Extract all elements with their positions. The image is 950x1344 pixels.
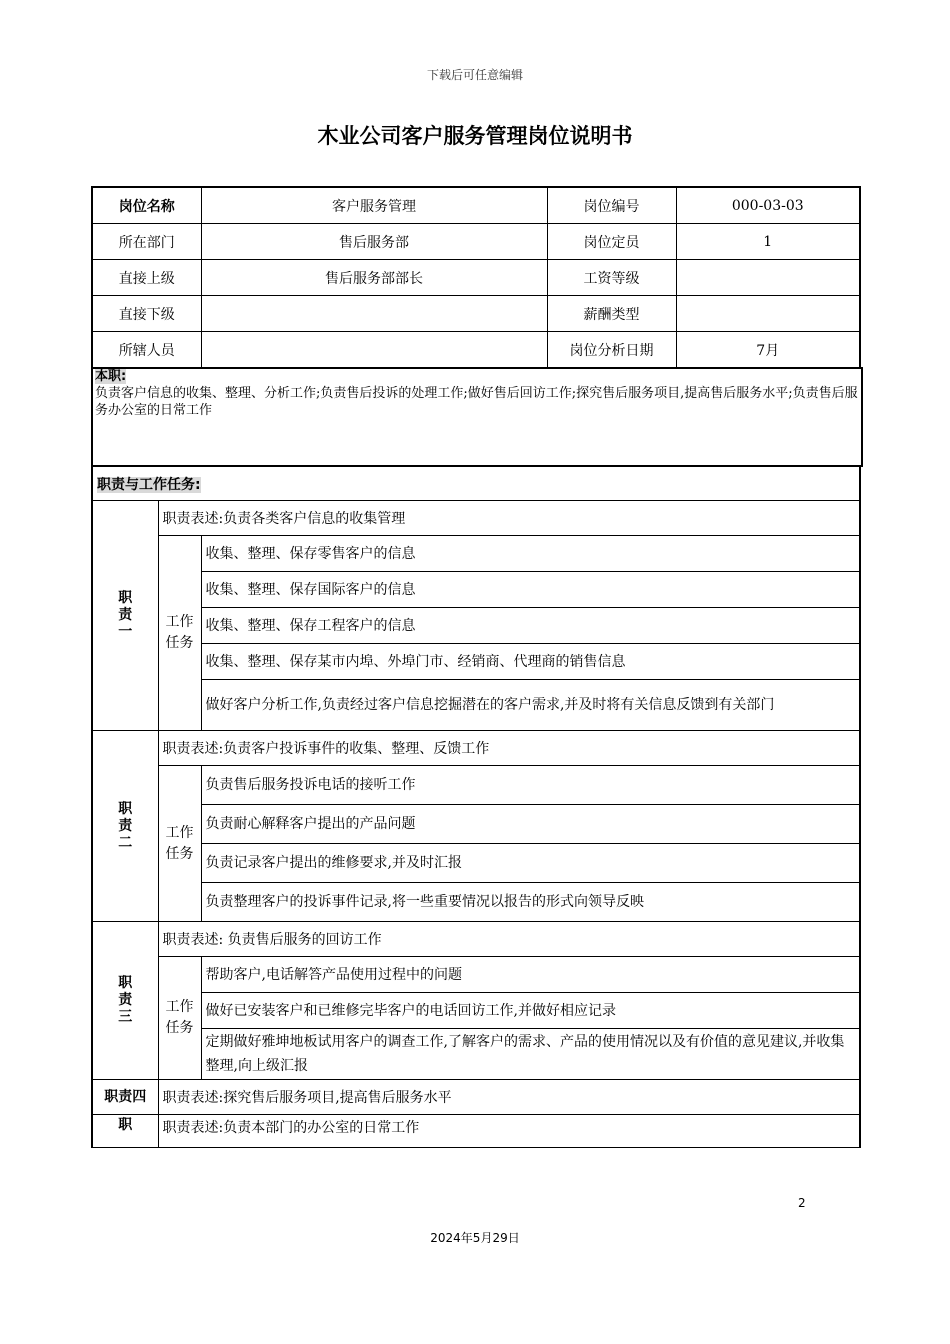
table-row — [92, 957, 860, 993]
table-row — [92, 187, 860, 224]
task-item: 定期做好雅坤地板试用客户的调查工作,了解客户的需求、产品的使用情况以及有价值的意见建议,并收集整理,向上级汇报 — [201, 1029, 860, 1080]
task-item: 收集、整理、保存国际客户的信息 — [201, 572, 860, 608]
task-item: 负责售后服务投诉电话的接听工作 — [201, 766, 860, 805]
page-title: 木业公司客户服务管理岗位说明书 — [317, 124, 633, 148]
salary-grade-label: 工资等级 — [547, 260, 676, 296]
position-name-value: 客户服务管理 — [201, 187, 547, 224]
duty-name: 职责一 — [92, 501, 158, 731]
table-row — [92, 1029, 860, 1080]
table-row — [92, 922, 860, 957]
table-row — [92, 466, 860, 501]
pay-type-value — [676, 296, 860, 332]
position-code-value: 000-03-03 — [676, 187, 860, 224]
task-item: 帮助客户,电话解答产品使用过程中的问题 — [201, 957, 860, 993]
pay-type-label: 薪酬类型 — [547, 296, 676, 332]
subordinate-value — [201, 296, 547, 332]
task-item: 做好已安装客户和已维修完毕客户的电话回访工作,并做好相应记录 — [201, 993, 860, 1029]
table-row — [92, 844, 860, 883]
subordinate-label: 直接下级 — [92, 296, 201, 332]
table-row — [92, 805, 860, 844]
duty-description: 职责表述:探究售后服务项目,提高售后服务水平 — [158, 1080, 860, 1115]
duties-table — [91, 465, 861, 1148]
duties-heading: 职责与工作任务: — [92, 466, 860, 501]
table-row — [92, 224, 860, 260]
duty-name: 职 — [92, 1115, 158, 1148]
table-row — [92, 501, 860, 536]
task-item: 收集、整理、保存零售客户的信息 — [201, 536, 860, 572]
job-summary — [91, 367, 863, 467]
task-item: 负责整理客户的投诉事件记录,将一些重要情况以报告的形式向领导反映 — [201, 883, 860, 922]
headcount-value: 1 — [676, 224, 860, 260]
position-code-label: 岗位编号 — [547, 187, 676, 224]
staff-label: 所辖人员 — [92, 332, 201, 369]
duty-description: 职责表述:负责本部门的办公室的日常工作 — [158, 1115, 860, 1148]
table-row — [92, 260, 860, 296]
footer-date: 2024年5月29日 — [430, 1231, 520, 1245]
table-row — [92, 572, 860, 608]
task-label: 工作任务 — [158, 957, 201, 1080]
task-item: 收集、整理、保存工程客户的信息 — [201, 608, 860, 644]
task-item: 收集、整理、保存某市内埠、外埠门市、经销商、代理商的销售信息 — [201, 644, 860, 680]
analysis-date-value: 7月 — [676, 332, 860, 369]
table-row — [92, 1115, 860, 1148]
table-row — [92, 536, 860, 572]
duty-description: 职责表述: 负责售后服务的回访工作 — [158, 922, 860, 957]
department-value: 售后服务部 — [201, 224, 547, 260]
analysis-date-label: 岗位分析日期 — [547, 332, 676, 369]
table-row — [92, 883, 860, 922]
headcount-label: 岗位定员 — [547, 224, 676, 260]
table-row — [92, 1080, 860, 1115]
page-number: 2 — [798, 1196, 806, 1210]
duty-name: 职责三 — [92, 922, 158, 1080]
table-row — [92, 766, 860, 805]
duty-description: 职责表述:负责客户投诉事件的收集、整理、反馈工作 — [158, 731, 860, 766]
duty-description: 职责表述:负责各类客户信息的收集管理 — [158, 501, 860, 536]
position-info-table — [91, 186, 861, 369]
salary-grade-value — [676, 260, 860, 296]
table-row — [92, 332, 860, 369]
superior-value: 售后服务部部长 — [201, 260, 547, 296]
table-row — [92, 731, 860, 766]
superior-label: 直接上级 — [92, 260, 201, 296]
table-row — [92, 993, 860, 1029]
task-label: 工作任务 — [158, 766, 201, 922]
task-item: 负责耐心解释客户提出的产品问题 — [201, 805, 860, 844]
task-item: 负责记录客户提出的维修要求,并及时汇报 — [201, 844, 860, 883]
position-name-label: 岗位名称 — [92, 187, 201, 224]
department-label: 所在部门 — [92, 224, 201, 260]
task-item: 做好客户分析工作,负责经过客户信息挖掘潜在的客户需求,并及时将有关信息反馈到有关部门 — [201, 680, 860, 731]
staff-value — [201, 332, 547, 369]
job-summary-label: 本职: — [95, 369, 127, 384]
table-row — [92, 644, 860, 680]
duty-name: 职责四 — [92, 1080, 158, 1115]
duty-name: 职责二 — [92, 731, 158, 922]
job-summary-text: 负责客户信息的收集、整理、分析工作;负责售后投诉的处理工作;做好售后回访工作;探究售后服务项目,提高售后服务水平;负责售后服务办公室的日常工作 — [95, 386, 858, 418]
table-row — [92, 296, 860, 332]
task-label: 工作任务 — [158, 536, 201, 731]
table-row — [92, 680, 860, 731]
top-note: 下载后可任意编辑 — [426, 68, 523, 82]
table-row — [92, 608, 860, 644]
